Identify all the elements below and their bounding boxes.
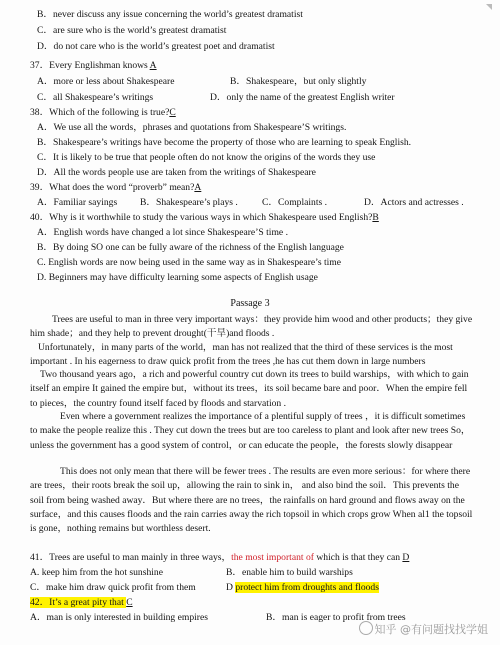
- option-37d: D．only the name of the greatest English writer: [210, 92, 395, 103]
- option-40a: A．English words have changed a lot since Shakespeare’S time .: [37, 227, 288, 238]
- option-40d: D. Beginners may have difficulty learning some aspects of English usage: [37, 272, 318, 283]
- question-39-answer: A: [194, 182, 202, 193]
- question-41-stem: 41．Trees are useful to man mainly in three ways，: [30, 552, 232, 563]
- question-40-answer: B: [372, 212, 379, 223]
- option-39d: D．Actors and actresses .: [364, 197, 464, 208]
- passage-title: Passage 3: [230, 298, 270, 309]
- option-41b: B．enable him to build warships: [226, 567, 353, 578]
- option-41c: C．make him draw quick profit from them: [30, 582, 196, 593]
- zhihu-avatar-icon: [359, 621, 373, 635]
- option-39b: B．Shakespeare’s plays .: [140, 197, 238, 208]
- question-41-answer: D: [402, 552, 410, 563]
- passage-paragraph-2: Unfortunately，in many parts of the world，man has not realized that the third of these services is the most important . In his eagerness to draw quick profit from the trees ,he has cut them down in large numbers: [30, 342, 453, 368]
- question-41-stem-end: which is that they can: [313, 552, 403, 563]
- question-38: [30, 106, 474, 120]
- question-40-stem: 40．Why is it worthwhile to study the various ways in which Shakespeare used English?: [30, 212, 373, 223]
- question-37: [30, 59, 474, 73]
- option-40b: B．By doing SO one can be fully aware of the richness of the English language: [37, 242, 344, 253]
- option-41d: [226, 581, 426, 595]
- option-38a: A．We use all the words，phrases and quotations from Shakespeare’S writings.: [37, 122, 347, 133]
- option-37b: B．Shakespeare，but only slightly: [230, 76, 367, 87]
- passage-paragraph-3: Two thousand years ago，a rich and powerful country cut down its trees to build warships，with which to gain itself an empire It gained the empire but，without its trees，its soil became bare and poor．When the empire fell to pieces，the country found itself faced by floods and starvation .: [30, 369, 469, 409]
- page-corner-mark: [486, 4, 492, 10]
- option-42b: B．man is eager to profit from trees: [266, 612, 406, 623]
- option-41d-letter: D: [226, 582, 236, 593]
- option-38c: C．It is likely to be true that people often do not know the origins of the words they use: [37, 152, 376, 163]
- option-39c: C．Complaints .: [262, 197, 328, 208]
- option-39a: A．Familiar sayings: [37, 197, 118, 208]
- option-36d: D．do not care who is the world’s greatest poet and dramatist: [37, 41, 275, 52]
- question-42-answer: C: [126, 597, 133, 608]
- option-38b: B．Shakespeare’s writings have become the property of those who are learning to speak English.: [37, 137, 412, 148]
- question-38-answer: C: [169, 107, 176, 118]
- question-41-highlight-red: the most important of: [231, 552, 314, 563]
- option-40c: C. English words are now being used in the same way as in Shakespeare’s time: [37, 257, 342, 268]
- passage-paragraph-1: Trees are useful to man in three very important ways：they provide him wood and other products；they give him shade；and they help to prevent drought(干旱)and floods .: [30, 314, 473, 340]
- question-42: [30, 596, 474, 610]
- passage-paragraph-4: Even where a government realizes the importance of a plentiful supply of trees ，it is difficult sometimes to make the people realize this . They cut down the trees but are too careless to plant and look after new trees So，unless the government has a good system of control，or can educate the people，the forests slowly disappear: [30, 411, 471, 451]
- watermark-text: 知乎 @有问题找找学姐: [374, 623, 488, 636]
- passage-paragraph-5: This does not only mean that there will be fewer trees . The results are even more serious：for where there are trees，their roots break the soil up，allowing the rain to sink in， and also bind the soil．This prevents the soil from being washed away．But where there are no trees，the rainfalls on hard ground and flows away on the surface，and this causes floods and the rain carries away the rich topsoil in which crops grow When al1 the topsoil is gone，nothing remains but worthless desert.: [30, 466, 473, 535]
- question-37-stem: 37．Every Englishman knows: [30, 60, 150, 71]
- option-41a: A. keep him from the hot sunshine: [30, 567, 163, 578]
- watermark: [359, 621, 489, 637]
- question-37-answer: A: [149, 60, 157, 71]
- option-36c: C．are sure who is the world’s greatest dramatist: [37, 25, 227, 36]
- question-39: [30, 181, 474, 195]
- question-38-stem: 38．Which of the following is true?: [30, 107, 170, 118]
- option-37c: C．all Shakespeare’s writings: [37, 92, 154, 103]
- question-40: [30, 211, 474, 225]
- option-36b: B．never discuss any issue concerning the world’s greatest dramatist: [37, 9, 303, 20]
- option-41d-highlighted-text: protect him from droughts and floods: [235, 582, 379, 593]
- question-39-stem: 39．What does the word “proverb” mean?: [30, 182, 195, 193]
- option-37a: A．more or less about Shakespeare: [37, 76, 175, 87]
- option-38d: D．All the words people use are taken from the writings of Shakespeare: [37, 167, 316, 178]
- question-42-stem: 42．It’s a great pity that: [30, 597, 127, 608]
- option-42a: A．man is only interested in building empires: [30, 612, 208, 623]
- question-41: [30, 551, 474, 565]
